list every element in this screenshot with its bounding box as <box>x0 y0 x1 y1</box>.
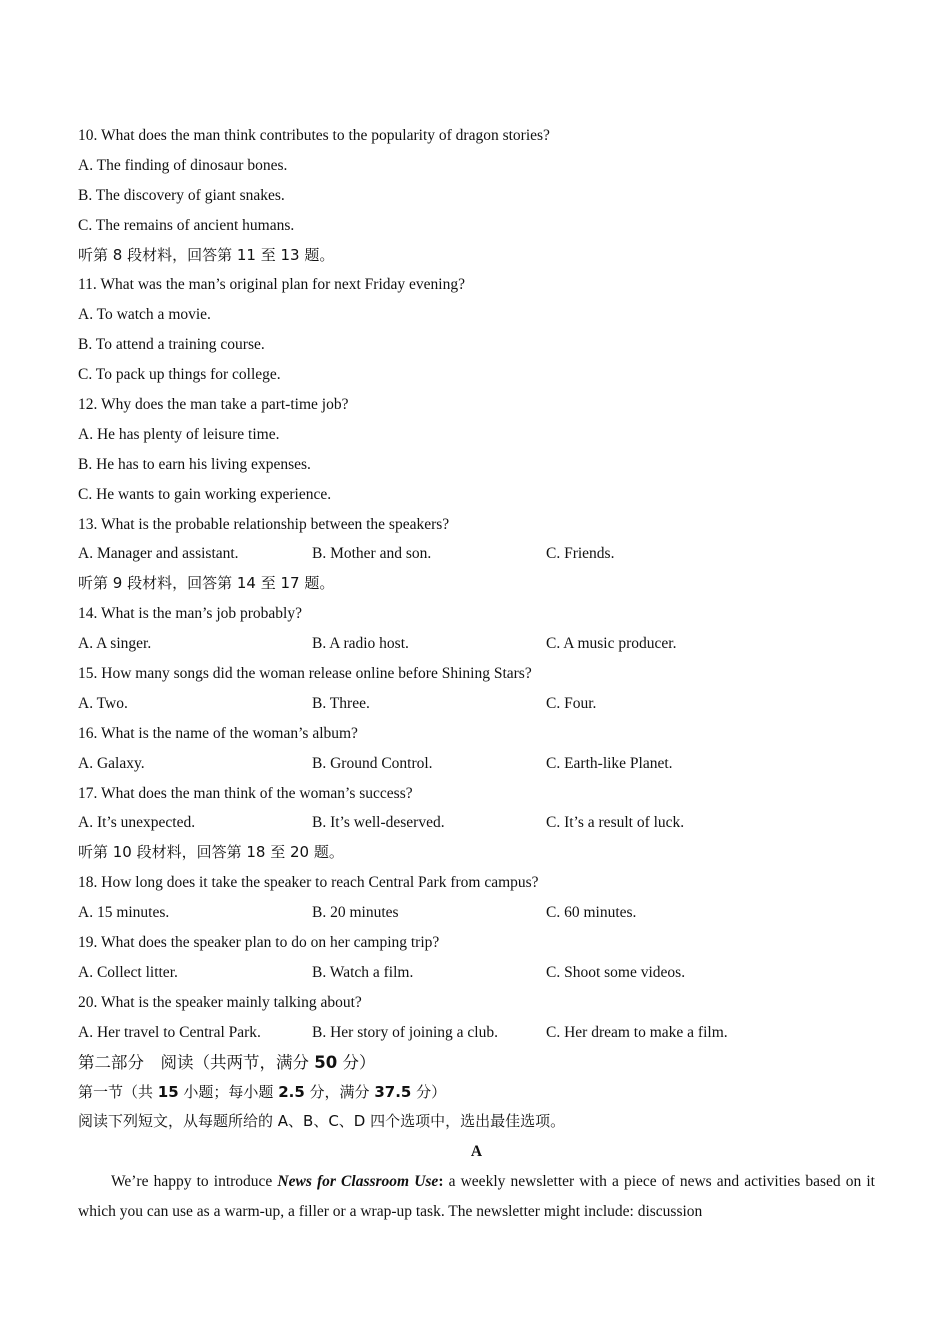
question-15: 15. How many songs did the woman release online before Shining Stars? <box>78 665 532 683</box>
q18-option-a: A. 15 minutes. <box>78 904 170 922</box>
question-13: 13. What is the probable relationship between the speakers? <box>78 515 450 533</box>
question-11: 11. What was the man’s original plan for next Friday evening? <box>78 276 465 294</box>
q19-option-c: C. Shoot some videos. <box>546 963 686 981</box>
q14-option-a: A. A singer. <box>78 635 152 653</box>
q16-option-b: B. Ground Control. <box>312 754 433 772</box>
q10-option-a: A. The finding of dinosaur bones. <box>78 156 288 174</box>
q17-options <box>78 808 875 838</box>
section-1-suffix: 分） <box>411 1082 447 1101</box>
reading-instruction: 阅读下列短文，从每题所给的 A、B、C、D 四个选项中，选出最佳选项。 <box>78 1112 566 1131</box>
q15-options <box>78 689 875 719</box>
section-8-heading: 听第 8 段材料，回答第 11 至 13 题。 <box>78 245 335 264</box>
passage-paragraph <box>78 1167 875 1227</box>
q15-option-a: A. Two. <box>78 694 128 712</box>
q18-option-c: C. 60 minutes. <box>546 904 637 922</box>
question-17: 17. What does the man think of the woman’s success? <box>78 784 413 802</box>
q19-options <box>78 958 875 988</box>
para-colon: : <box>438 1173 444 1191</box>
q20-options <box>78 1018 875 1048</box>
q18-options <box>78 898 875 928</box>
q13-options <box>78 539 875 569</box>
q20-option-c: C. Her dream to make a film. <box>546 1023 728 1041</box>
para-rest: a weekly newsletter with a piece of news and activities based on it which you can use as a warm-up, a filler or a wrap-up task. The newsletter might include: discussion <box>78 1173 875 1221</box>
q10-option-c: C. The remains of ancient humans. <box>78 216 295 234</box>
section-1-mid2: 分，满分 <box>304 1082 375 1101</box>
section-9-heading: 听第 9 段材料，回答第 14 至 17 题。 <box>78 574 335 593</box>
section-1-total: 37.5 <box>374 1082 412 1101</box>
q12-option-a: A. He has plenty of leisure time. <box>78 425 280 443</box>
section-1-count: 15 <box>157 1082 179 1101</box>
q12-option-c: C. He wants to gain working experience. <box>78 485 332 503</box>
q16-option-a: A. Galaxy. <box>78 754 145 772</box>
q10-option-b: B. The discovery of giant snakes. <box>78 186 285 204</box>
section-1-prefix: 第一节（共 <box>78 1082 158 1101</box>
section-1-each: 2.5 <box>278 1082 305 1101</box>
question-20: 20. What is the speaker mainly talking about? <box>78 993 362 1011</box>
q16-options <box>78 749 875 779</box>
q11-option-a: A. To watch a movie. <box>78 306 211 324</box>
section-1-mid1: 小题；每小题 <box>178 1082 279 1101</box>
q17-option-a: A. It’s unexpected. <box>78 814 196 832</box>
question-19: 19. What does the speaker plan to do on her camping trip? <box>78 934 440 952</box>
q11-option-b: B. To attend a training course. <box>78 336 265 354</box>
question-14: 14. What is the man’s job probably? <box>78 605 302 623</box>
part-2-score: 50 <box>314 1052 338 1072</box>
q14-option-c: C. A music producer. <box>546 635 677 653</box>
section-1-title <box>78 1078 875 1108</box>
q15-option-c: C. Four. <box>546 694 597 712</box>
para-start: We’re happy to introduce <box>111 1173 278 1191</box>
part-2-title <box>78 1048 875 1078</box>
q13-option-c: C. Friends. <box>546 545 615 563</box>
q17-option-b: B. It’s well-deserved. <box>312 814 445 832</box>
q20-option-b: B. Her story of joining a club. <box>312 1023 498 1041</box>
question-10: 10. What does the man think contributes to the popularity of dragon stories? <box>78 127 550 144</box>
question-18: 18. How long does it take the speaker to reach Central Park from campus? <box>78 874 539 892</box>
question-16: 16. What is the name of the woman’s album? <box>78 724 358 742</box>
q14-option-b: B. A radio host. <box>312 635 409 653</box>
q18-option-b: B. 20 minutes <box>312 904 399 922</box>
q14-options <box>78 629 875 659</box>
part-2-title-suffix: 分） <box>337 1052 376 1072</box>
part-2-title-prefix: 第二部分 阅读（共两节，满分 <box>78 1052 315 1072</box>
q12-option-b: B. He has to earn his living expenses. <box>78 455 311 473</box>
q17-option-c: C. It’s a result of luck. <box>546 814 685 832</box>
q15-option-b: B. Three. <box>312 694 370 712</box>
section-10-heading: 听第 10 段材料，回答第 18 至 20 题。 <box>78 843 344 862</box>
q13-option-b: B. Mother and son. <box>312 545 432 563</box>
newsletter-title: News for Classroom Use <box>277 1173 439 1191</box>
q16-option-c: C. Earth-like Planet. <box>546 754 673 772</box>
passage-label: A <box>470 1143 483 1161</box>
q20-option-a: A. Her travel to Central Park. <box>78 1023 261 1041</box>
q19-option-a: A. Collect litter. <box>78 963 178 981</box>
q13-option-a: A. Manager and assistant. <box>78 545 239 563</box>
question-12: 12. Why does the man take a part-time job? <box>78 396 349 414</box>
q19-option-b: B. Watch a film. <box>312 963 414 981</box>
page-content <box>78 121 875 1227</box>
q11-option-c: C. To pack up things for college. <box>78 366 281 384</box>
